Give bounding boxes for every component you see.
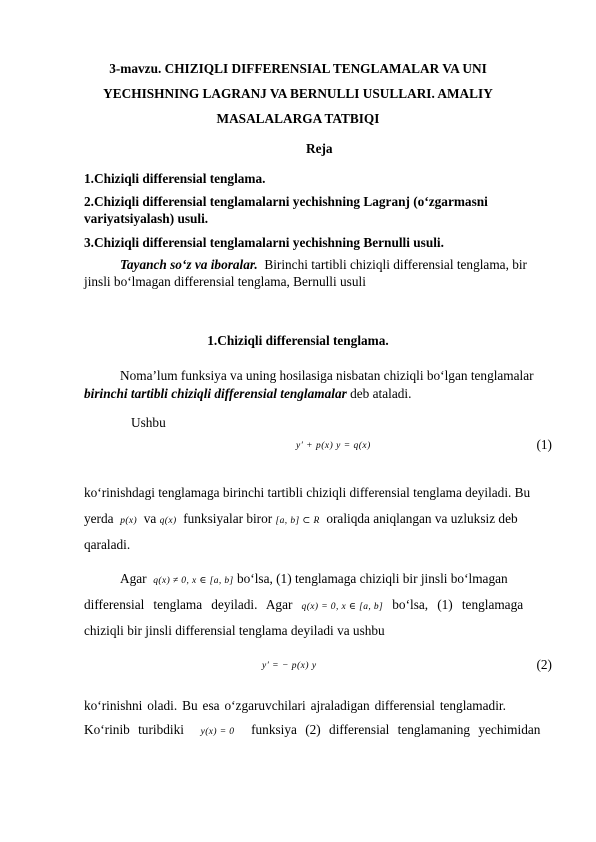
plan-item-2-line-1: 2.Chiziqli differensial tenglamalarni yechishning Lagranj (o‘zgarmasni (84, 194, 488, 209)
math-p-of-x: p(x) (120, 516, 138, 526)
section-heading: 1.Chiziqli differensial tenglama. (207, 333, 389, 348)
para1-line-2-rest: deb ataladi. (350, 386, 412, 401)
para4-text-a: Ko‘rinib turibdiki (84, 722, 184, 737)
keywords-line-2: jinsli bo‘lmagan differensial tenglama, Bernulli usuli (84, 274, 366, 289)
para4-line-2 (84, 721, 540, 741)
term-definition: birinchi tartibli chiziqli differensial tenglamalar (84, 386, 347, 401)
math-condition-2: q(x) = 0, x ∈ [a, b] (301, 602, 384, 612)
math-q-of-x: q(x) (159, 516, 177, 526)
para3-line-2 (84, 596, 523, 616)
title-line-1: 3-mavzu. CHIZIQLI DIFFERENSIAL TENGLAMALAR VA UNI (109, 61, 487, 76)
math-y-equals-zero: y(x) = 0 (200, 727, 235, 737)
ushbu-text: Ushbu (131, 415, 166, 430)
equation-2-number: (2) (536, 657, 552, 672)
para2-text-a: yerda (84, 511, 114, 526)
plan-item-3: 3.Chiziqli differensial tenglamalarni yechishning Bernulli usuli. (84, 235, 444, 250)
para2-text-b: va (143, 511, 157, 526)
math-condition-1: q(x) ≠ 0, x ∈ [a, b] (153, 576, 234, 586)
equation-2: y′ = − p(x) y (262, 661, 317, 671)
equation-1-number: (1) (536, 437, 552, 452)
keywords-line-1 (120, 256, 527, 273)
para3-line-1 (120, 570, 508, 590)
equation-1: y′ + p(x) y = q(x) (296, 441, 371, 451)
para2-text-d: oraliqda aniqlangan va uzluksiz deb (326, 511, 518, 526)
para4-text-b: funksiya (2) differensial tenglamaning yechimidan (251, 722, 541, 737)
para3-text-a2: bo‘lsa, (1) tenglamaga chiziqli bir jinsli bo‘lmagan (236, 571, 508, 586)
keywords-label: Tayanch so‘z va iboralar. (120, 257, 258, 272)
plan-item-1: 1.Chiziqli differensial tenglama. (84, 171, 266, 186)
para3-text-b2: bo‘lsa, (1) tenglamaga (392, 597, 524, 612)
para3-text-a1: Agar (120, 571, 147, 586)
para3-text-b1: differensial tenglama deyiladi. Agar (84, 597, 293, 612)
keywords-text-1: Birinchi tartibli chiziqli differensial tenglama, bir (264, 257, 527, 272)
para4-line-1: ko‘rinishni oladi. Bu esa o‘zgaruvchilari ajraladigan differensial tenglamadir. (84, 698, 506, 713)
plan-item-2-line-2: variyatsiyalash) usuli. (84, 211, 209, 226)
para1-line-1: Noma’lum funksiya va uning hosilasiga nisbatan chiziqli bo‘lgan tenglamalar (120, 368, 534, 383)
plan-heading: Reja (306, 141, 333, 156)
title-line-2: YECHISHNING LAGRANJ VA BERNULLI USULLARI. AMALIY (103, 86, 493, 101)
para2-line-3: qaraladi. (84, 537, 131, 552)
para2-line-2 (84, 510, 518, 530)
para3-line-3: chiziqli bir jinsli differensial tenglama deyiladi va ushbu (84, 623, 385, 638)
math-interval: [a, b] ⊂ R (275, 516, 320, 526)
para1-line-2 (84, 385, 411, 402)
para2-line-1: ko‘rinishdagi tenglamaga birinchi tartibli chiziqli differensial tenglama deyiladi. Bu (84, 485, 531, 500)
para2-text-c: funksiyalar biror (183, 511, 273, 526)
title-line-3: MASALALARGA TATBIQI (216, 111, 380, 126)
